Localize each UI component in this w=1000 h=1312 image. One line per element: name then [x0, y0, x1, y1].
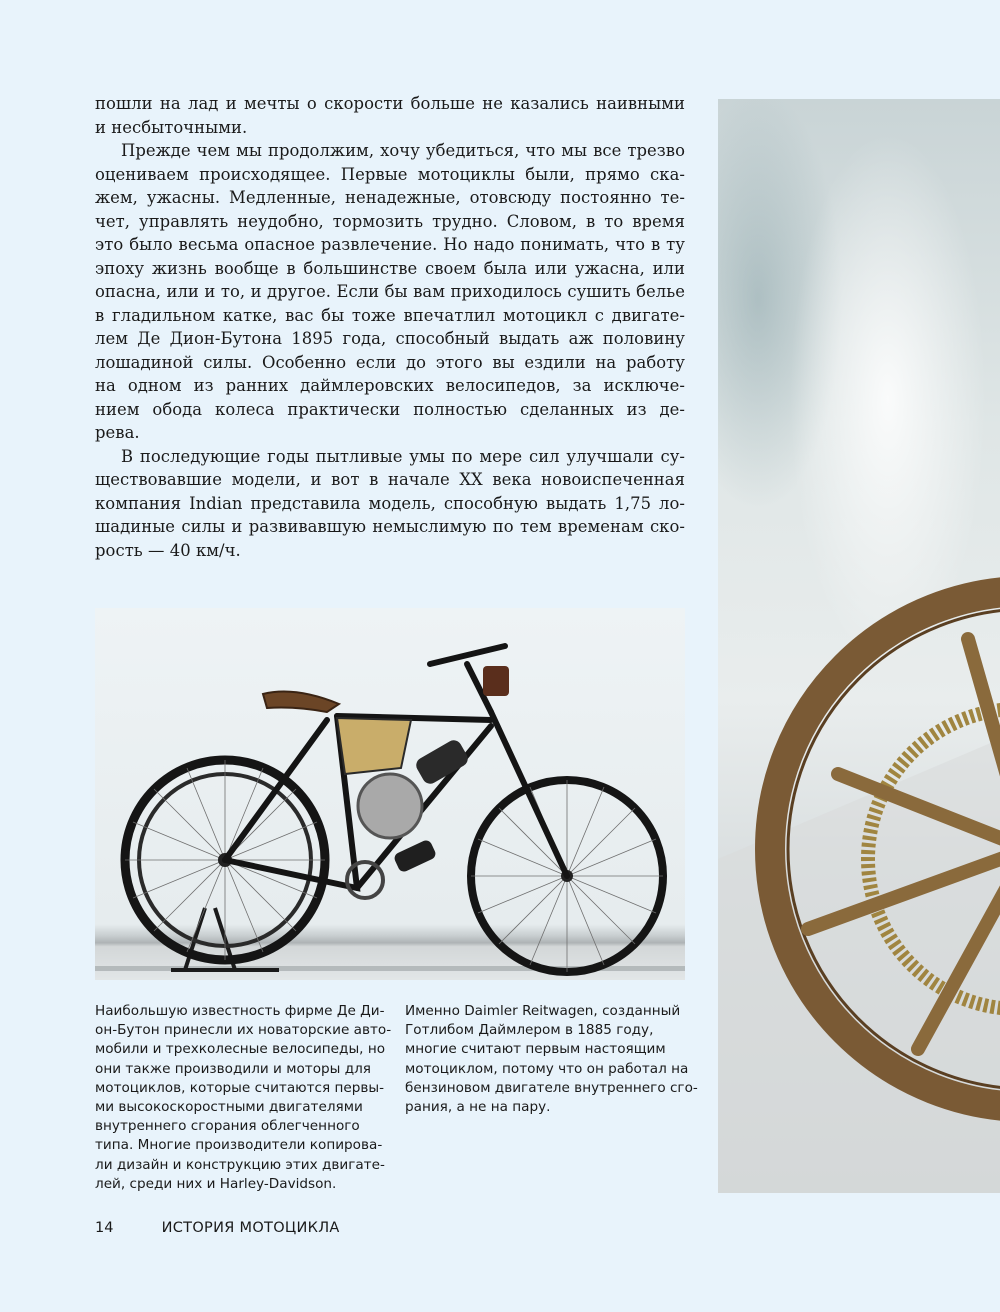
caption-de-dion-bouton — [95, 1002, 392, 1194]
running-title: ИСТОРИЯ МОТОЦИКЛА — [161, 1220, 340, 1236]
article-paragraph — [95, 92, 685, 139]
article-line: лошадиной силы. Особенно если до этого вы ездили на работу — [95, 352, 685, 372]
page-number: 14 — [95, 1220, 114, 1236]
article-line: рева. — [95, 423, 140, 442]
saddle — [263, 692, 339, 712]
article-line: шадиные силы и развивавшую немыслимую по тем временам ско- — [95, 517, 685, 536]
article-line: жем, ужасны. Медленные, ненадежные, отовсюду постоянно те- — [95, 188, 685, 207]
article-line: и несбыточными. — [95, 117, 248, 137]
article-body — [95, 92, 685, 562]
page-footer — [95, 1220, 340, 1236]
article-line: лем Де Дион-Бутона 1895 года, способный выдать аж половину — [95, 329, 685, 348]
article-line: в гладильном катке, вас бы тоже впечатлил мотоцикл с двигате- — [95, 305, 685, 325]
article-line: оцениваем происходящее. Первые мотоциклы были, прямо ска- — [95, 164, 685, 184]
reitwagen-illustration — [718, 99, 1000, 1193]
article-paragraph — [95, 139, 685, 445]
caption-line: они также производили и моторы для — [95, 1060, 371, 1077]
article-line: В последующие годы пытливые умы по мере сил улучшали су- — [121, 446, 685, 466]
caption-line: он-Бутон принесли их новаторские авто- — [95, 1022, 392, 1039]
caption-line: ли дизайн и конструкцию этих двигате- — [95, 1156, 385, 1173]
article-line: пошли на лад и мечты о скорости больше не казались наивными — [95, 94, 685, 113]
article-line: чет, управлять неудобно, тормозить трудно. Словом, в то время — [95, 211, 685, 231]
article-line: это было весьма опасное развлечение. Но надо понимать, что в ту — [95, 235, 685, 254]
caption-line: мобили и трехколесные велосипеды, но — [95, 1041, 386, 1058]
caption-line: многие считают первым настоящим — [405, 1041, 666, 1058]
caption-line: внутреннего сгорания облегченного — [95, 1118, 360, 1135]
article-line: эпоху жизнь вообще в большинстве своем была или ужасна, или — [95, 258, 685, 278]
fuel-tank — [337, 718, 411, 774]
engine — [358, 774, 422, 838]
caption-line: типа. Многие производители копирова- — [95, 1137, 383, 1154]
caption-line: бензиновом двигателе внутреннего сго- — [405, 1079, 698, 1096]
daimler-reitwagen-photo — [718, 99, 1000, 1193]
caption-daimler-reitwagen — [405, 1002, 698, 1117]
caption-line: Готлибом Даймлером в 1885 году, — [405, 1022, 654, 1039]
caption-line: мотоциклов, которые считаются первы- — [95, 1079, 385, 1096]
article-paragraph — [95, 445, 685, 563]
article-line: рость — 40 км/ч. — [95, 540, 241, 560]
article-line: на одном из ранних даймлеровских велосипедов, за исключе- — [95, 376, 685, 395]
de-dion-bouton-motorcycle-photo — [95, 608, 685, 980]
caption-line: лей, среди них и Harley-Davidson. — [95, 1175, 337, 1192]
article-line: нием обода колеса практически полностью сделанных из де- — [95, 399, 685, 419]
article-line: опасна, или и то, и другое. Если бы вам приходилось сушить белье — [95, 282, 685, 301]
article-line: Прежде чем мы продолжим, хочу убедиться, что мы все трезво — [121, 141, 685, 160]
caption-line: Именно Daimler Reitwagen, созданный — [405, 1003, 681, 1019]
bicycle-illustration — [95, 608, 685, 980]
caption-line: рания, а не на пару. — [405, 1099, 551, 1116]
article-line: компания Indian представила модель, способную выдать 1,75 ло- — [95, 493, 685, 513]
article-line: ществовавшие модели, и вот в начале XX века новоиспеченная — [95, 470, 685, 489]
caption-line: ми высокоскоростными двигателями — [95, 1099, 363, 1116]
caption-line: мотоциклом, потому что он работал на — [405, 1060, 689, 1077]
caption-line: Наибольшую известность фирме Де Ди- — [95, 1003, 385, 1019]
